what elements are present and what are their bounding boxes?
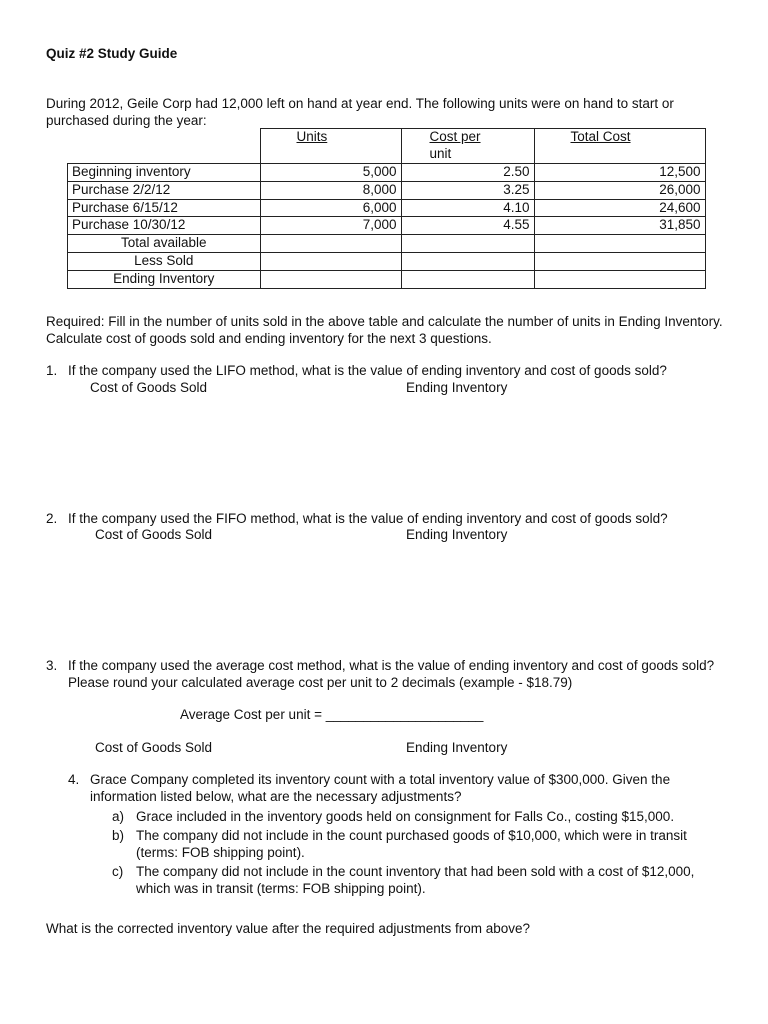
row-units: 7,000 [260,217,401,235]
table-row [68,199,706,217]
cost-input-cell[interactable] [401,271,534,289]
row-label: Purchase 2/2/12 [68,181,261,199]
question-3 [46,658,726,692]
header-units: Units [260,129,401,164]
page-title: Quiz #2 Study Guide [46,46,178,61]
rounding-note: Please round your calculated average cost per unit to 2 decimals (example - $18.79) [68,674,573,690]
header-blank-cell [68,129,261,164]
inventory-table [67,128,706,289]
row-label: Beginning inventory [68,163,261,181]
list-item [112,864,712,898]
row-total-cost: 26,000 [534,181,705,199]
summary-row-total-available [68,235,706,253]
summary-label: Ending Inventory [68,271,261,289]
row-cost-per-unit: 4.55 [401,217,534,235]
q1-cogs-label: Cost of Goods Sold [90,380,208,395]
units-input-cell[interactable] [260,271,401,289]
table-row [68,217,706,235]
row-units: 5,000 [260,163,401,181]
q2-ending-inventory-label: Ending Inventory [406,527,508,542]
item-letter: c) [112,863,124,879]
row-label: Purchase 10/30/12 [68,217,261,235]
final-question: What is the corrected inventory value after the required adjustments from above? [46,921,530,936]
average-cost-line[interactable]: Average Cost per unit = _____________________ [180,707,484,722]
question-2 [46,511,736,528]
question-number: 3. [46,658,58,673]
q1-ending-inventory-label: Ending Inventory [406,380,508,395]
item-text: Grace included in the inventory goods held on consignment for Falls Co., costing $15,000. [136,809,675,824]
row-units: 6,000 [260,199,401,217]
question-number: 2. [46,511,58,526]
summary-row-ending-inventory [68,271,706,289]
question-1 [46,363,736,380]
item-text: The company did not include in the count inventory that had been sold with a cost of $12,000, which was in transit (terms: FOB shipping point). [136,863,695,896]
header-cost-per-unit: Cost per unit [401,129,534,164]
question-number: 1. [46,363,58,378]
item-text: The company did not include in the count purchased goods of $10,000, which were in transit (terms: FOB shipping point). [136,827,687,860]
list-item [112,828,712,862]
row-units: 8,000 [260,181,401,199]
q3-ending-inventory-label: Ending Inventory [406,740,508,755]
q3-cogs-label: Cost of Goods Sold [95,740,213,755]
cost-input-cell[interactable] [401,253,534,271]
table-header-row [68,129,706,164]
question-text: If the company used the FIFO method, what is the value of ending inventory and cost of goods sold? [68,511,668,526]
row-cost-per-unit: 3.25 [401,181,534,199]
list-item [112,809,712,826]
row-cost-per-unit: 2.50 [401,163,534,181]
header-total-cost: Total Cost [534,129,705,164]
table-row [68,163,706,181]
summary-label: Total available [68,235,261,253]
summary-label: Less Sold [68,253,261,271]
question-number: 4. [68,772,80,787]
units-input-cell[interactable] [260,253,401,271]
total-input-cell[interactable] [534,235,705,253]
question-text: If the company used the LIFO method, what is the value of ending inventory and cost of goods sold? [68,363,667,378]
summary-row-less-sold [68,253,706,271]
q2-cogs-label: Cost of Goods Sold [95,527,213,542]
question-text: If the company used the average cost method, what is the value of ending inventory and cost of goods sold? [68,658,715,673]
required-instructions: Required: Fill in the number of units sold in the above table and calculate the number of units in Ending Inventory. Calculate cost of goods sold and ending inventory for the next 3 questions. [46,314,723,346]
intro-paragraph: During 2012, Geile Corp had 12,000 left on hand at year end. The following units were on hand to start or purchased during the year: [46,96,674,128]
row-total-cost: 12,500 [534,163,705,181]
row-total-cost: 24,600 [534,199,705,217]
total-input-cell[interactable] [534,253,705,271]
question-4 [68,772,718,806]
cost-input-cell[interactable] [401,235,534,253]
adjustment-list [112,809,712,899]
row-cost-per-unit: 4.10 [401,199,534,217]
item-letter: a) [112,809,125,824]
item-letter: b) [112,827,125,843]
units-input-cell[interactable] [260,235,401,253]
total-input-cell[interactable] [534,271,705,289]
table-row [68,181,706,199]
row-total-cost: 31,850 [534,217,705,235]
question-text: Grace Company completed its inventory count with a total inventory value of $300,000. Given the information listed below, what are the necessary adjustments? [90,772,671,804]
row-label: Purchase 6/15/12 [68,199,261,217]
